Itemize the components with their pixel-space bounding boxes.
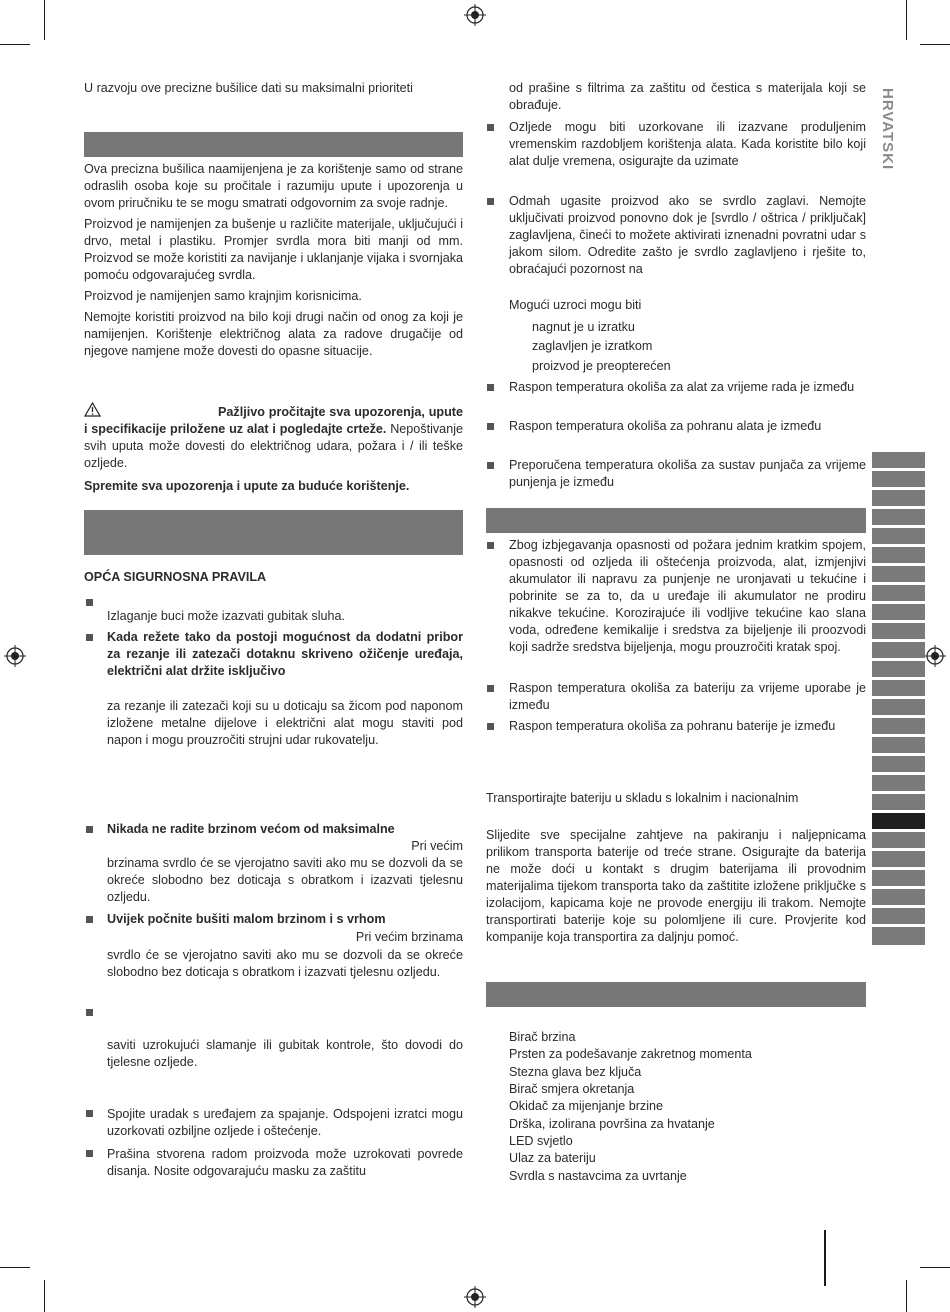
intro-text: U razvoju ove precizne bušilice dati su maksimalni prioriteti [84, 81, 413, 95]
use-paragraph: Ova precizna bušilica naamijenjena je za korištenje samo od strane odraslih osoba koje su pročitale i razumiju upute i upozorenja u ovom priručniku te se mogu smatrati odgovornim za svoje radnje. [84, 162, 463, 210]
language-tab[interactable] [872, 756, 925, 772]
bullet-icon [487, 462, 494, 469]
parts-list-item: Okidač za mijenjanje brzine [509, 1099, 663, 1113]
language-tab[interactable] [872, 471, 925, 487]
parts-list-item: Birač smjera okretanja [509, 1082, 635, 1096]
parts-list-item: Svrdla s nastavcima za uvrtanje [509, 1169, 687, 1183]
language-label: HRVATSKI [879, 88, 896, 171]
start-warning-tail: Pri većim brzinama [355, 930, 463, 944]
page-edge-line [824, 1230, 826, 1286]
fire-warning: Zbog izbjegavanja opasnosti od požara jednim kratkim spojem, opasnosti od ozljeda ili oštećenja proizvoda, alat, izmjenjivi akumulator ili napravu za punjenje ne uronjavati u tekućine i pobrinite se za to, da u uređaje ili akumulator ne prodiru nikakve tekućine. Korozirajuće ili vodljive tekućine kao slana voda, određene kemikalije i sredstva za bijeljenje ili proozvodi koji sadrže sredstva bijeljenja, mogu prouzročiti kratak spoj. [509, 538, 866, 654]
use-paragraph: Proizvod je namijenjen za bušenje u različite materijale, uključujući i drvo, metal i plastiku. Promjer svrdla mora biti manji od mm. Proizvod se može koristiti za navijanje i uklanjanje vijaka i svornjaka pomoću odgovarajućeg svrdla. [84, 217, 463, 282]
bullet-icon [86, 634, 93, 641]
language-tab[interactable] [872, 699, 925, 715]
bullet-icon [487, 198, 494, 205]
bullet-icon [86, 1150, 93, 1157]
warning-bold: Pažljivo pročitajte sva upozorenja, upute i specifikacije priložene uz alat i pogledajte crteže. [84, 405, 463, 436]
crop-mark [44, 1280, 45, 1312]
use-paragraph: Nemojte koristiti proizvod na bilo koji drugi način od onog za koji je namijenjen. Korištenje električnog alata za radove drugačije od njegove namjene može dovesti do opasne situacije. [84, 310, 463, 358]
bend-warning: saviti uzrokujući slamanje ili gubitak kontrole, što dovodi do tjelesne ozljede. [107, 1038, 463, 1069]
bullet-icon [487, 542, 494, 549]
parts-list-item: Prsten za podešavanje zakretnog momenta [509, 1047, 752, 1061]
crop-mark [906, 1280, 907, 1312]
bullet-icon [487, 384, 494, 391]
noise-warning: Izlaganje buci može izazvati gubitak sluha. [107, 609, 346, 623]
crop-mark [920, 44, 950, 45]
bullet-icon [487, 685, 494, 692]
injuries-warning: Ozljede mogu biti uzorkovane ili izazvane produljenim vremenskim razdobljem korištenja alata. Kada koristite bilo koji alat dulje vremena, osigurajte da uzimate [509, 120, 866, 168]
battery-temp-use: Raspon temperatura okoliša za bateriju za vrijeme uporabe je između [509, 681, 866, 712]
section-header-bar [486, 508, 866, 533]
start-warning-text: svrdlo će se vjerojatno saviti ako mu se dozvoli da se okreće slobodno bez doticaja s obratkom i izazvati tjelesnu ozljedu. [107, 948, 463, 979]
language-tab[interactable] [872, 775, 925, 791]
language-tab[interactable] [872, 452, 925, 468]
language-tab[interactable] [872, 737, 925, 753]
crop-mark [906, 0, 907, 40]
language-tab[interactable] [872, 718, 925, 734]
language-tab[interactable] [872, 870, 925, 886]
bullet-icon [86, 599, 93, 606]
start-warning-bold: Uvijek počnite bušiti malom brzinom i s vrhom [107, 912, 386, 926]
language-tab[interactable] [872, 547, 925, 563]
registration-mark-icon [4, 645, 26, 667]
bullet-icon [86, 826, 93, 833]
language-tab[interactable] [872, 566, 925, 582]
keep-instructions: Spremite sva upozorenja i upute za buduće korištenje. [84, 479, 410, 493]
language-tab[interactable] [872, 851, 925, 867]
crop-mark [44, 0, 45, 40]
section-header-bar [486, 982, 866, 1007]
language-tab[interactable] [872, 908, 925, 924]
language-tab[interactable] [872, 927, 925, 945]
section-header-bar [84, 510, 463, 555]
cause-item: proizvod je preopterećen [532, 359, 671, 373]
parts-list-item: Birač brzina [509, 1030, 576, 1044]
registration-mark-icon [924, 645, 946, 667]
language-tab[interactable] [872, 832, 925, 848]
language-tab[interactable] [872, 528, 925, 544]
language-tab[interactable] [872, 680, 925, 696]
language-tab[interactable] [872, 889, 925, 905]
registration-mark-icon [464, 4, 486, 26]
bullet-icon [487, 423, 494, 430]
registration-mark-icon [464, 1286, 486, 1308]
parts-list-item: Stezna glava bez ključa [509, 1065, 642, 1079]
jam-warning: Odmah ugasite proizvod ako se svrdlo zaglavi. Nemojte uključivati proizvod ponovno dok je [svrdlo / oštrica / priključak] zaglavljena, čineći to možete aktivirati iznenadni povratni udar s jakom silom. Odredite zašto je svrdlo zaglavljeno i rješite to, obraćajući pozornost na [509, 194, 866, 276]
bullet-icon [487, 124, 494, 131]
left-column [84, 80, 463, 101]
crop-mark [920, 1267, 950, 1268]
crop-mark [0, 1267, 30, 1268]
warning-text: Nepoštivanje svih uputa može dovesti do električnog udara, požara i / ili teške ozljede. [84, 422, 463, 470]
cutting-warning-text: za rezanje ili zatezači koji su u doticaju sa žicom pod naponom izložene metalne dijelove i električni alat mogu staviti pod napon i mogu prouzročiti strujni udar rukovatelju. [107, 699, 463, 747]
speed-warning-tail: Pri većim [411, 839, 463, 853]
parts-list-item: Drška, izolirana površina za hvatanje [509, 1117, 715, 1131]
parts-list-item: LED svjetlo [509, 1134, 573, 1148]
speed-warning-text: brzinama svrdlo će se vjerojatno saviti ako mu se dozvoli da se okreće slobodno bez doticaja s obratkom i izazvati tjelesnu ozljedu. [107, 856, 463, 904]
use-paragraph: Proizvod je namijenjen samo krajnjim korisnicima. [84, 289, 362, 303]
language-tab[interactable] [872, 623, 925, 639]
cutting-warning-bold: Kada režete tako da postoji mogućnost da dodatni pribor za rezanje ili zatezači dotaknu skriveno ožičenje uređaja, električni alat držite isključivo [107, 630, 463, 678]
transport-text: Transportirajte bateriju u skladu s lokalnim i nacionalnim [486, 791, 799, 805]
dust-warning: Prašina stvorena radom proizvoda može uzrokovati povrede disanja. Nosite odgovarajuću masku za zaštitu [107, 1147, 463, 1178]
language-tab[interactable] [872, 585, 925, 601]
language-tab[interactable] [872, 661, 925, 677]
dust-warning-continued: od prašine s filtrima za zaštitu od čestica s materijala koji se obrađuje. [509, 81, 866, 112]
temp-store: Raspon temperatura okoliša za pohranu alata je između [509, 419, 822, 433]
language-tab[interactable] [872, 642, 925, 658]
bullet-icon [86, 916, 93, 923]
bullet-icon [487, 723, 494, 730]
parts-list-item: Ulaz za bateriju [509, 1151, 596, 1165]
language-tab[interactable] [872, 604, 925, 620]
general-rules-heading: OPĆA SIGURNOSNA PRAVILA [84, 570, 267, 584]
speed-warning-bold: Nikada ne radite brzinom većom od maksimalne [107, 822, 395, 836]
language-tab[interactable] [872, 794, 925, 810]
section-header-bar [84, 132, 463, 157]
transport-text: Slijedite sve specijalne zahtjeve na pakiranju i naljepnicama prilikom transporta baterije od treće strane. Osigurajte da baterija ne može doći u kontakt s drugim baterijama ili provodnim materijalima tijekom transporta tako da zaštitite izložene priključke s izolacijom, kapicama koje ne provode energiju ili trakom. Nemojte transportirati baterije koje su polomljene ili cure. Provjerite kod kompanije koja transportira za daljnju pomoć. [486, 828, 866, 944]
language-tab[interactable] [872, 509, 925, 525]
bullet-icon [86, 1009, 93, 1016]
cause-item: nagnut je u izratku [532, 320, 635, 334]
bullet-icon [86, 1110, 93, 1117]
causes-title: Mogući uzroci mogu biti [509, 298, 642, 312]
warning-block [84, 404, 463, 472]
language-tab-active[interactable] [872, 813, 925, 829]
cause-item: zaglavljen je izratkom [532, 339, 653, 353]
intended-use-section [84, 161, 463, 364]
crop-mark [0, 44, 30, 45]
connect-warning: Spojite uradak s uređajem za spajanje. Odspojeni izratci mogu uzorkovati ozbiljne ozljede i oštećenje. [107, 1107, 463, 1138]
battery-temp-store: Raspon temperatura okoliša za pohranu baterije je između [509, 719, 836, 733]
temp-work: Raspon temperatura okoliša za alat za vrijeme rada je između [509, 380, 855, 394]
language-tab[interactable] [872, 490, 925, 506]
temp-charge: Preporučena temperatura okoliša za sustav punjača za vrijeme punjenja je između [509, 458, 866, 489]
